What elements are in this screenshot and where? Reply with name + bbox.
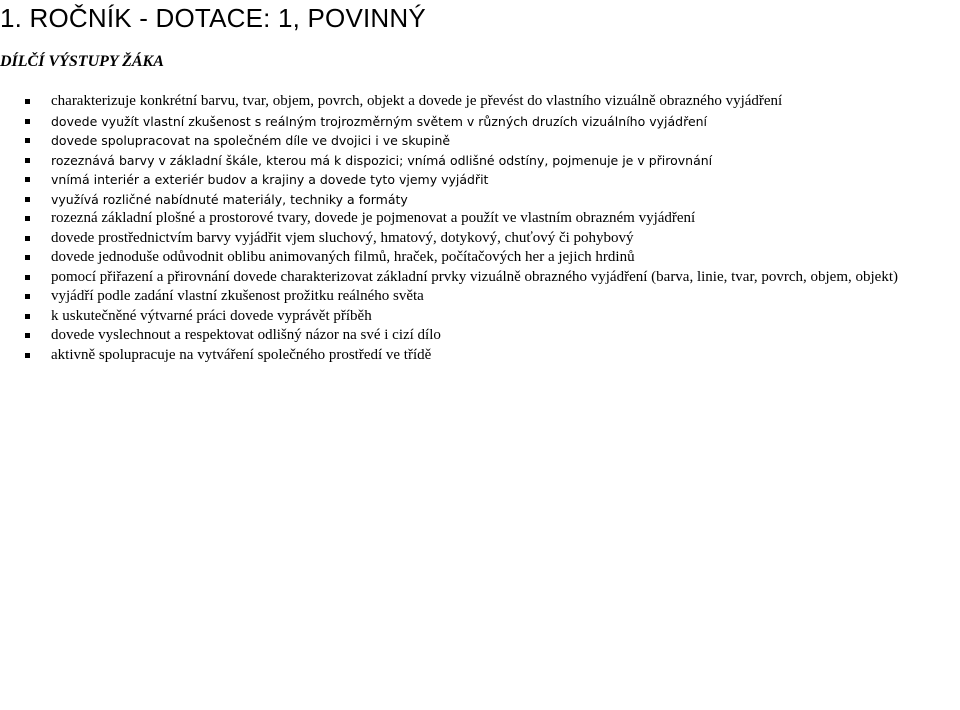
section-heading: DÍLČÍ VÝSTUPY ŽÁKA [0, 53, 164, 70]
list-item [0, 326, 960, 346]
list-item [0, 151, 960, 171]
list-item-text: charakterizuje konkrétní barvu, tvar, objem, povrch, objekt a dovede je převést do vlastního vizuálně obrazného vyjádření [51, 93, 783, 109]
list-item [0, 131, 960, 151]
list-item [0, 307, 960, 327]
list-item [0, 209, 960, 229]
list-item-text: k uskutečněné výtvarné práci dovede vyprávět příběh [51, 307, 372, 324]
square-bullet-icon [25, 177, 30, 182]
list-item [0, 287, 960, 307]
square-bullet-icon [25, 158, 30, 163]
square-bullet-icon [25, 216, 30, 221]
square-bullet-icon [25, 138, 30, 143]
list-item-text: dovede spolupracovat na společném díle ve dvojici i ve skupině [51, 133, 451, 148]
list-item-text: dovede jednoduše odůvodnit oblibu animovaných filmů, hraček, počítačových her a jejich hrdinů [51, 249, 635, 265]
square-bullet-icon [25, 333, 30, 338]
list-item [0, 229, 960, 249]
list-item-text: dovede využít vlastní zkušenost s reálným trojrozměrným světem v různých druzích vizuálního vyjádření [51, 113, 708, 129]
list-item [0, 170, 960, 190]
list-item-text: aktivně spolupracuje na vytváření společného prostředí ve třídě [51, 346, 432, 363]
page-title: 1. ROČNÍK - DOTACE: 1, POVINNÝ [0, 3, 426, 33]
square-bullet-icon [25, 236, 30, 241]
square-bullet-icon [25, 294, 30, 299]
square-bullet-icon [25, 255, 30, 260]
list-item-text: dovede vyslechnout a respektovat odlišný názor na své i cizí dílo [51, 327, 441, 343]
list-item-text: rozeznává barvy v základní škále, kterou má k dispozici; vnímá odlišné odstíny, pojmenuje je v přirovnání [51, 152, 713, 168]
square-bullet-icon [25, 99, 30, 104]
square-bullet-icon [25, 275, 30, 280]
list-item-text: dovede prostřednictvím barvy vyjádřit vjem sluchový, hmatový, dotykový, chuťový či pohybový [51, 229, 634, 246]
list-item-text: vyjádří podle zadání vlastní zkušenost prožitku reálného světa [51, 288, 424, 304]
square-bullet-icon [25, 314, 30, 319]
list-item-text: pomocí přiřazení a přirovnání dovede charakterizovat základní prvky vizuálně obrazného vyjádření (barva, linie, tvar, povrch, objem, objekt) [51, 268, 898, 285]
square-bullet-icon [25, 353, 30, 358]
square-bullet-icon [25, 119, 30, 124]
list-item [0, 268, 960, 288]
list-item [0, 248, 960, 268]
square-bullet-icon [25, 197, 30, 202]
list-item-text: rozezná základní plošné a prostorové tvary, dovede je pojmenovat a použít ve vlastním obrazném vyjádření [51, 210, 696, 226]
list-item-text: vnímá interiér a exteriér budov a krajiny a dovede tyto vjemy vyjádřit [51, 172, 489, 187]
list-item [0, 190, 960, 210]
list-item [0, 346, 960, 366]
outcomes-list [0, 92, 960, 365]
list-item-text: využívá rozličné nabídnuté materiály, techniky a formáty [51, 191, 408, 207]
list-item [0, 92, 960, 112]
list-item [0, 112, 960, 132]
